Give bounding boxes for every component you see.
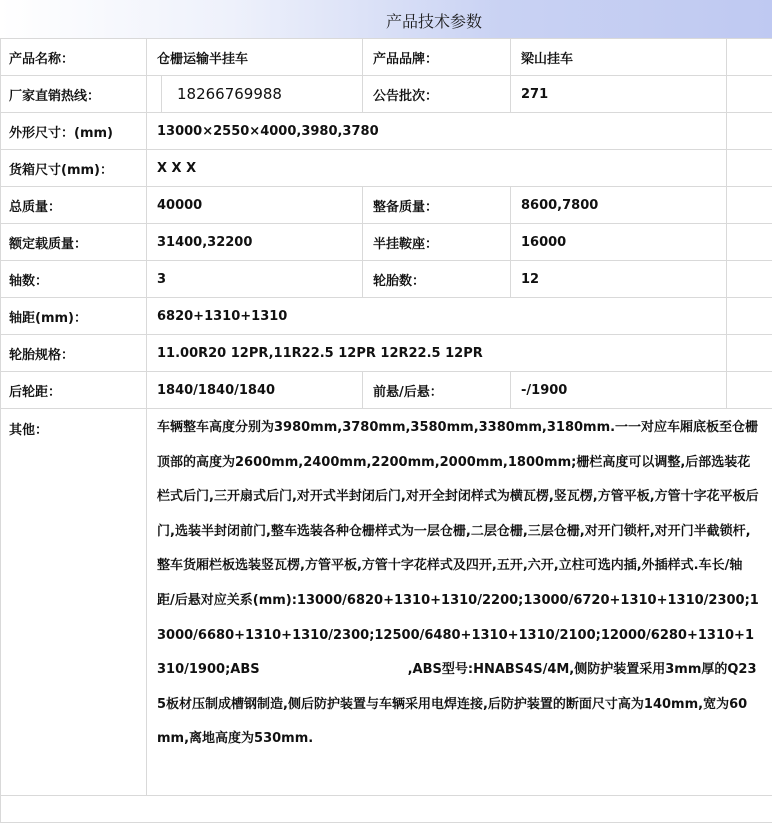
product-name-label: 产品名称： (1, 39, 147, 76)
rated-load-value: 31400,32200 (147, 224, 363, 261)
outer-size-value: 13000×2550×4000,3980,3780 (147, 113, 727, 150)
product-name-value: 仓栅运输半挂车 (147, 39, 363, 76)
product-brand-value: 梁山挂车 (511, 39, 727, 76)
rear-track-label: 后轮距： (1, 372, 147, 409)
empty-cell (727, 372, 772, 409)
wheelbase-value: 6820+1310+1310 (147, 298, 727, 335)
hotline-label: 厂家直销热线： (1, 76, 147, 113)
table-row (1, 372, 772, 409)
axle-count-label: 轴数： (1, 261, 147, 298)
batch-label: 公告批次： (363, 76, 511, 113)
empty-cell (727, 261, 772, 298)
hotline-cell (147, 76, 363, 113)
box-size-label: 货箱尺寸(mm)： (1, 150, 147, 187)
total-mass-value: 40000 (147, 187, 363, 224)
empty-footer-cell (1, 796, 772, 823)
page-title: 产品技术参数 (385, 12, 482, 31)
empty-cell (727, 224, 772, 261)
saddle-value: 16000 (511, 224, 727, 261)
tire-spec-value: 11.00R20 12PR,11R22.5 12PR 12R22.5 12PR (147, 335, 727, 372)
title-bar (0, 0, 772, 38)
curb-mass-value: 8600,7800 (511, 187, 727, 224)
wheelbase-label: 轴距(mm)： (1, 298, 147, 335)
empty-cell (727, 39, 772, 76)
outer-size-label: 外形尺寸：(mm) (1, 113, 147, 150)
curb-mass-label: 整备质量： (363, 187, 511, 224)
overhang-label: 前悬/后悬： (363, 372, 511, 409)
empty-cell (727, 298, 772, 335)
table-row (1, 409, 772, 796)
total-mass-label: 总质量： (1, 187, 147, 224)
empty-cell (727, 150, 772, 187)
empty-cell (727, 335, 772, 372)
other-label: 其他： (1, 409, 147, 796)
table-row (1, 76, 772, 113)
axle-count-value: 3 (147, 261, 363, 298)
table-row (1, 796, 772, 823)
table-row (1, 224, 772, 261)
empty-cell (727, 76, 772, 113)
table-row (1, 335, 772, 372)
tire-spec-label: 轮胎规格： (1, 335, 147, 372)
empty-cell (727, 187, 772, 224)
table-row (1, 113, 772, 150)
hotline-value: 18266769988 (177, 85, 282, 103)
table-row (1, 261, 772, 298)
tire-count-label: 轮胎数： (363, 261, 511, 298)
other-description-part-2: ,ABS型号:HNABS4S/4M,侧防护装置采用3mm厚的Q235板材压制成槽钢制造,侧后防护装置与车辆采用电焊连接,后防护装置的断面尺寸高为140mm,宽为60mm,离地高度为530mm. (157, 662, 757, 747)
other-description (147, 409, 772, 796)
tire-count-value: 12 (511, 261, 727, 298)
table-row (1, 298, 772, 335)
spec-table (0, 38, 772, 823)
empty-cell (727, 113, 772, 150)
overhang-value: -/1900 (511, 372, 727, 409)
product-brand-label: 产品品牌： (363, 39, 511, 76)
batch-value: 271 (511, 76, 727, 113)
rated-load-label: 额定载质量： (1, 224, 147, 261)
other-description-part-1: 车辆整车高度分别为3980mm,3780mm,3580mm,3380mm,3180mm.一一对应车厢底板至仓栅顶部的高度为2600mm,2400mm,2200mm,2000mm,1800mm;栅栏高度可以调整,后部选装花栏式后门,三开扇式后门,对开式半封闭后门,对开全封闭样式为横瓦楞,竖瓦楞,方管平板,方管十字花平板后门,选装半封闭前门,整车选装各种仓栅样式为一层仓栅,二层仓栅,三层仓栅,对开门锁杆,对开门半截锁杆,整车货厢栏板选装竖瓦楞,方管平板,方管十字花样式及四开,五开,六开,立柱可选内插,外插样式.车长/轴距/后悬对应关系(mm):13000/6820+1310+1310/2200;13000/6720+1310+1310/2300;13000/6680+1310+1310/2300;12500/6480+1310+1310/2100;12000/6280+1310+1310/1900;ABS (157, 420, 759, 678)
rear-track-value: 1840/1840/1840 (147, 372, 363, 409)
cell-divider (161, 76, 162, 112)
table-row (1, 187, 772, 224)
table-row (1, 150, 772, 187)
saddle-label: 半挂鞍座： (363, 224, 511, 261)
table-row (1, 39, 772, 76)
box-size-value: X X X (147, 150, 727, 187)
